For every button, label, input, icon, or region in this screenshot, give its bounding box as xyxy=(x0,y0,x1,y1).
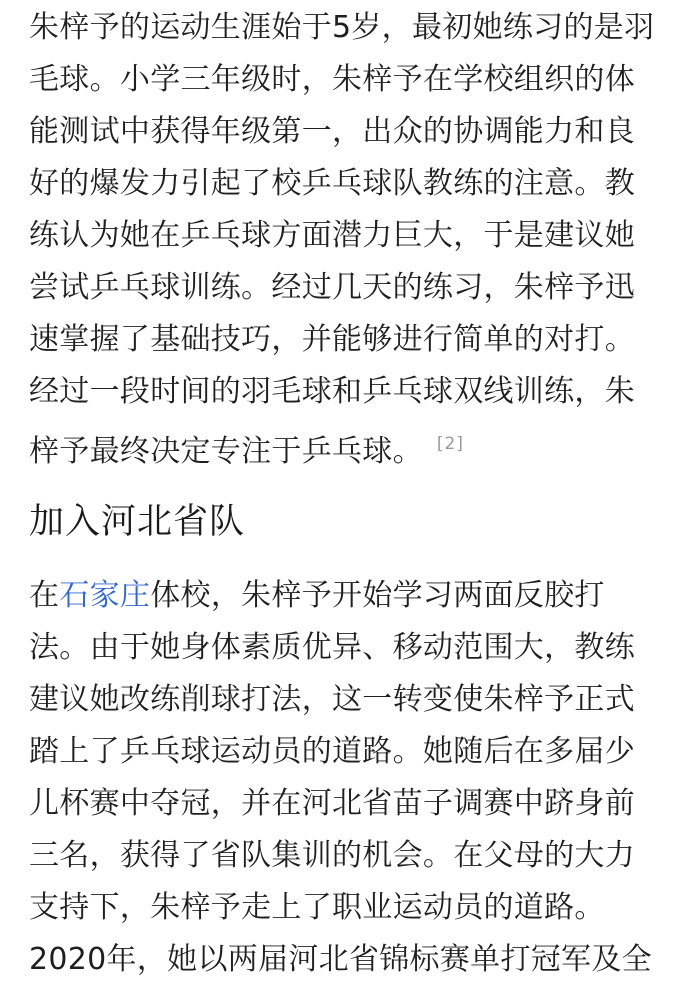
paragraph-line-first xyxy=(29,570,649,622)
paragraph-line-last xyxy=(29,418,669,478)
paragraph-text: 在 xyxy=(29,578,60,613)
paragraph-line: 儿杯赛中夺冠，并在河北省苗子调赛中跻身前 xyxy=(29,786,635,821)
paragraph-line: 能测试中获得年级第一，出众的协调能力和良 xyxy=(29,114,635,149)
paragraph-line: 三名，获得了省队集训的机会。在父母的大力 xyxy=(29,838,635,873)
paragraph-line: 踏上了乒乓球运动员的道路。她随后在多届少 xyxy=(29,734,635,769)
section-heading: 加入河北省队 xyxy=(29,502,246,542)
paragraph-line: 尝试乒乓球训练。经过几天的练习，朱梓予迅 xyxy=(29,270,635,305)
paragraph-line: 毛球。小学三年级时，朱梓予在学校组织的体 xyxy=(29,62,635,97)
paragraph-line: 支持下，朱梓予走上了职业运动员的道路。 xyxy=(29,890,605,925)
paragraph-line: 好的爆发力引起了校乒乓球队教练的注意。教 xyxy=(29,166,635,201)
paragraph-line: 速掌握了基础技巧，并能够进行简单的对打。 xyxy=(29,322,635,357)
paragraph-text: 体校，朱梓予开始学习两面反胶打 xyxy=(150,578,605,613)
reference-link[interactable]: [2] xyxy=(436,434,464,454)
paragraph-line: 建议她改练削球打法，这一转变使朱梓予正式 xyxy=(29,682,635,717)
career-start-paragraph xyxy=(29,2,669,478)
paragraph-line: 2020年，她以两届河北省锦标赛单打冠军及全 xyxy=(29,942,652,977)
paragraph-line-text: 梓予最终决定专注于乒乓球。 xyxy=(29,434,423,469)
provincial-team-paragraph xyxy=(29,570,652,986)
paragraph-line: 法。由于她身体素质优异、移动范围大，教练 xyxy=(29,630,635,665)
shijiazhuang-link[interactable]: 石家庄 xyxy=(59,578,151,613)
paragraph-line: 朱梓予的运动生涯始于5岁，最初她练习的是羽 xyxy=(29,10,655,45)
paragraph-line: 练认为她在乒乓球方面潜力巨大，于是建议她 xyxy=(29,218,635,253)
paragraph-line: 经过一段时间的羽毛球和乒乓球双线训练，朱 xyxy=(29,374,635,409)
